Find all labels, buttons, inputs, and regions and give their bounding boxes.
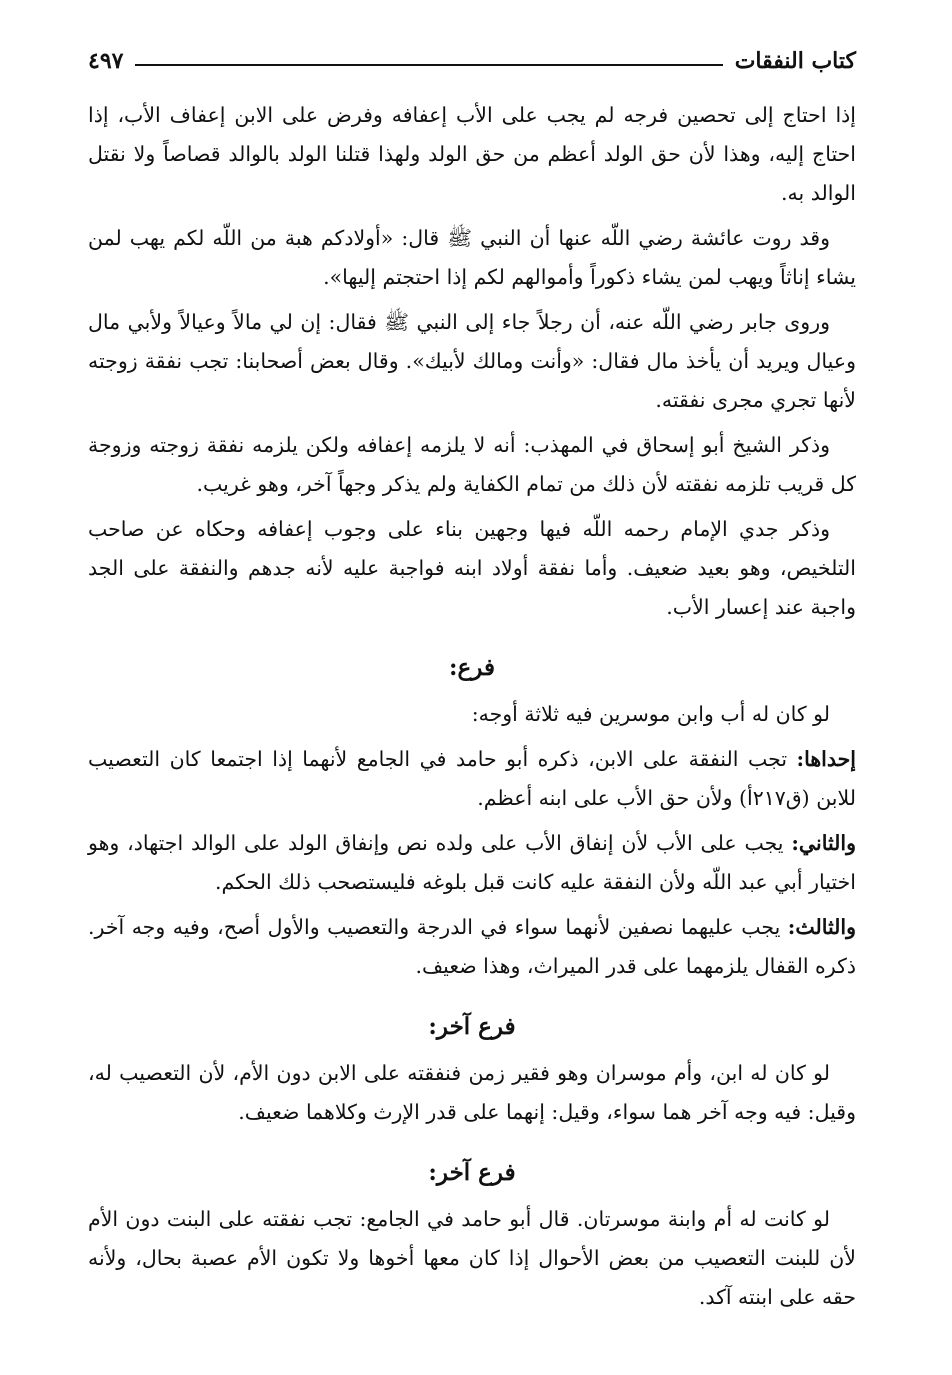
item-term: والثالث: [787,915,856,939]
page-number: ٤٩٧ [88,48,124,74]
item-term: إحداها: [796,747,856,771]
section1-intro: لو كان له أب وابن موسرين فيه ثلاثة أوجه: [471,702,830,726]
paragraph-muhadhdhab: وذكر الشيخ أبو إسحاق في المهذب: أنه لا يلزمه إعفافه ولكن يلزمه نفقة زوجته وزوجة كل قريب تلزمه نفقته لأن ذلك من تمام الكفاية ولم يذكر وجهاً آخر، وهو غريب. [88,433,856,496]
section-heading-far-akhar-1: فرع آخر: [428,1013,516,1040]
section3-text: لو كانت له أم وابنة موسرتان. قال أبو حامد في الجامع: تجب نفقته على البنت دون الأم لأن للبنت التعصيب من بعض الأحوال إذا كان معها أخوها ولا تكون الأم عصبة بحال، ولأنه حقه على ابنته آكد. [88,1207,856,1309]
item-term: والثاني: [791,831,856,855]
header-rule [135,64,722,66]
section1-item-third [88,908,856,986]
paragraph-continuation: إذا احتاج إلى تحصين فرجه لم يجب على الأب إعفافه وفرض على الابن إعفاف الأب، إذا احتاج إليه، وهذا لأن حق الولد أعظم من حق الولد ولهذا قتلنا الولد بالوالد قصاصاً ولا نقتل الوالد به. [88,103,856,205]
item-text: يجب عليهما نصفين لأنهما سواء في الدرجة والتعصيب والأول أصح، وفيه وجه آخر. ذكره القفال يلزمهما على قدر الميراث، وهذا ضعيف. [88,915,856,978]
paragraph-aisha-hadith: وقد روت عائشة رضي اللّه عنها أن النبي ﷺ قال: «أولادكم هبة من اللّه لكم يهب لمن يشاء إناثاً ويهب لمن يشاء ذكوراً وأموالهم لكم إذا احتجتم إليها». [88,226,856,289]
book-title: كتاب النفقات [734,48,856,74]
section-heading-far: فرع: [449,654,495,681]
section1-item-first [88,740,856,818]
item-text: يجب على الأب لأن إنفاق الأب على ولده نص وإنفاق الولد على الوالد اجتهاد، وهو اختيار أبي عبد اللّه ولأن النفقة عليه كانت قبل بلوغه فليستصحب ذلك الحكم. [88,831,856,894]
book-page [88,38,856,1323]
section-heading-far-akhar-2: فرع آخر: [428,1159,516,1186]
running-header [88,38,856,74]
paragraph-jabir-hadith: وروى جابر رضي اللّه عنه، أن رجلاً جاء إلى النبي ﷺ فقال: إن لي مالاً وعيالاً ولأبي مال وعيال ويريد أن يأخذ مال فقال: «وأنت ومالك لأبيك». وقال بعض أصحابنا: تجب نفقة زوجته لأنها تجري مجرى نفقته. [88,310,856,412]
item-text: تجب النفقة على الابن، ذكره أبو حامد في الجامع لأنهما إذا اجتمعا كان التعصيب للابن (ق٢١٧أ) ولأن حق الأب على ابنه أعظم. [88,747,856,810]
paragraph-grandfather-imam: وذكر جدي الإمام رحمه اللّه فيها وجهين بناء على وجوب إعفافه وحكاه عن صاحب التلخيص، وهو بعيد ضعيف. وأما نفقة أولاد ابنه فواجبة عليه لأنه جدهم والنفقة على الجد واجبة عند إعسار الأب. [88,517,856,619]
section2-text: لو كان له ابن، وأم موسران وهو فقير زمن فنفقته على الابن دون الأم، لأن التعصيب له، وقيل: فيه وجه آخر هما سواء، وقيل: إنهما على قدر الإرث وكلاهما ضعيف. [88,1061,856,1124]
section1-item-second [88,824,856,902]
